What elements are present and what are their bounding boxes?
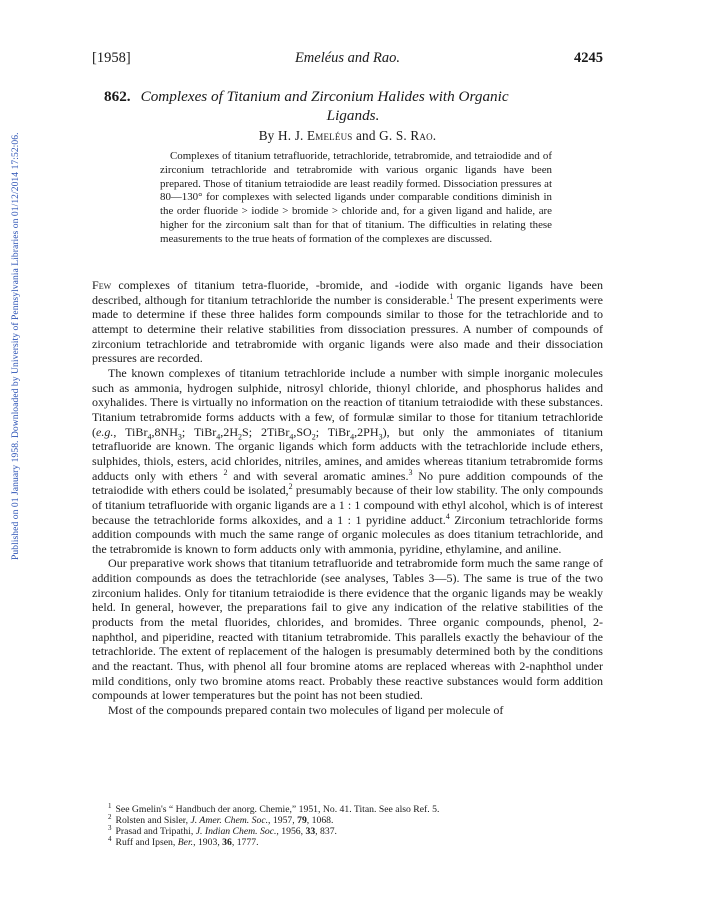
- paragraph-4: Most of the compounds prepared contain two molecules of ligand per molecule of: [108, 703, 504, 718]
- dropcap-word: Few: [92, 278, 112, 292]
- body-text: [92, 278, 603, 718]
- paragraph-1: Few complexes of titanium tetra-fluoride, -bromide, and -iodide with organic ligands have been described, although for titanium tetrachloride the number is considerable.$^1$ The present experiments were made to determine if these three halides form compounds similar to those for the tetrachloride and to attempt to determine their relative stabilities from dissociation pressures. A number of compounds of zirconium tetrachloride and tetrabromide with organic ligands were also made and their dissociation pressures are recorded.: [92, 278, 603, 366]
- footnote: $^1$ See Gmelin's “ Handbuch der anorg. Chemie,” 1951, No. 41. Titan. See also Ref. 5.: [108, 801, 440, 815]
- author-emeleus: Emeléus: [307, 128, 353, 143]
- paragraph-3: Our preparative work shows that titanium tetrafluoride and tetrabromide form much the same range of addition compounds as does the tetrachloride (see analyses, Tables 3—5). The same is true of the two zirconium halides. Only for titanium tetraiodide is there evidence that the organic ligands may be weakly held. In general, however, the preparations fail to give any indication of the relative stabilities of the products from the metal fluorides, chlorides, and bromides. Three organic compounds, phenol, 2-naphthol, and piperidine, reacted with titanium tetrabromide. This parallels exactly the behaviour of the tetrachloride. The extent of replacement of the halogen is presumably determined both by the conditions and the reactant. Thus, with phenol all four bromine atoms are replaced whereas with 2-naphthol under mild conditions, only two bromine atoms react. Probably these reactive substances would form addition compounds at lower temperatures but the point has not been studied.: [92, 556, 603, 703]
- footnote: $^3$ Prasad and Tripathi, J. Indian Chem. Soc., 1956, 33, 837.: [108, 823, 337, 838]
- article-title: [104, 87, 602, 125]
- download-watermark: [0, 0, 20, 915]
- reference-marker: 2: [223, 467, 228, 477]
- byline: [92, 128, 603, 144]
- header-running-title: Emeléus and Rao.: [294, 50, 401, 66]
- article-number: 862.: [104, 88, 131, 105]
- download-watermark-text: Published on 01 January 1958. Downloaded by University of Pennsylvania Libraries on 01/12/2014 17:52:06.: [10, 132, 21, 560]
- byline-and: and G. S.: [356, 128, 407, 143]
- header-page-number: 4245: [574, 50, 603, 66]
- reference-marker: 3: [408, 467, 413, 477]
- footnote: $^4$ Ruff and Ipsen, Ber., 1903, 36, 1777.: [108, 835, 259, 849]
- footnote: $^2$ Rolsten and Sisler, J. Amer. Chem. Soc., 1957, 79, 1068.: [108, 812, 334, 827]
- author-rao: Rao.: [410, 128, 437, 143]
- byline-by: By H. J.: [258, 128, 304, 143]
- reference-marker: 1: [449, 291, 454, 301]
- header-year: [1958]: [92, 50, 131, 66]
- title-line-2: Ligands.: [326, 107, 380, 124]
- paragraph-2: The known complexes of titanium tetrachloride include a number with simple inorganic molecules such as ammonia, hydrogen sulphide, nitrosyl chloride, thionyl chloride, and phosphorus halides and oxyhalides. There is virtually no information on the reaction of titanium tetraiodide with these substances. Titanium tetrabromide forms adducts with a few, of formulæ similar to those for titanium tetrachloride (e.g., $TiBr_4,8NH_3$; $TiBr_4,2H_2S$; $2TiBr_4,SO_2$; $TiBr_4,2PH_3$), but only the ammoniates of titanium tetrafluoride are known. The organic ligands which form adducts with the tetrachloride include ethers, sulphides, thiols, esters, acid chlorides, nitriles, amines, and amides whereas titanium tetrabromide forms adducts only with ethers $^2$ and with several aromatic amines.$^3$ No pure addition compounds of the tetraiodide with ethers could be isolated,$^2$ presumably because of their low stability. The only compounds of titanium tetrafluoride with organic ligands are a 1 : 1 compound with ethyl alcohol, which is of interest because the tetrachloride forms alkoxides, and a 1 : 1 pyridine adduct.$^4$ Zirconium tetrachloride forms addition compounds with much the same range of organic molecules as does titanium tetrachloride, and the tetrabromide is known to form adducts only with ammonia, pyridine, ethylamine, and aniline.: [92, 365, 604, 556]
- title-line-1: Complexes of Titanium and Zirconium Halides with Organic: [140, 88, 509, 105]
- footnotes: [108, 801, 603, 849]
- abstract: Complexes of titanium tetrafluoride, tetrachloride, tetrabromide, and tetraiodide and of zirconium tetrachloride and tetrabromide with various organic ligands have been prepared. Those of titanium tetraiodide are least readily formed. Dissociation pressures at 80—130° for complexes with selected ligands under comparable conditions diminish in the order fluoride > iodide > bromide > chloride and, for a given ligand and halide, are higher for the zirconium salt than for that of titanium. The difficulties in relating these measurements to the true heats of formation of the complexes are discussed.: [160, 150, 552, 245]
- reference-marker: 2: [288, 482, 293, 492]
- reference-marker: 4: [445, 511, 450, 521]
- running-header: [92, 50, 603, 68]
